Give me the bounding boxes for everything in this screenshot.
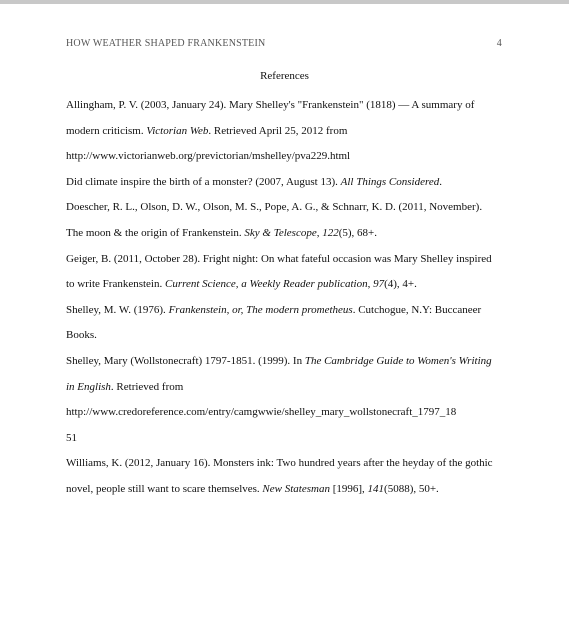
reference-line (66, 93, 506, 119)
reference-source-title: Victorian Web (146, 124, 209, 137)
reference-text: , (367, 278, 374, 291)
reference-volume: 97 (373, 278, 385, 291)
reference-text: The moon & the origin of Frankenstein. (66, 226, 245, 239)
reference-text: to write Frankenstein. (66, 278, 165, 291)
reference-line (66, 170, 506, 196)
references-title: References (260, 70, 309, 82)
reference-line (66, 323, 506, 349)
reference-line (66, 272, 506, 298)
reference-text: Shelley, Mary (Wollstonecraft) 1797-1851. (1999). In (66, 354, 305, 367)
reference-text: , (316, 226, 323, 239)
reference-line (66, 375, 506, 401)
reference-text: Books. (66, 329, 97, 342)
reference-line (66, 477, 506, 503)
reference-line (66, 247, 506, 273)
reference-entry (66, 349, 506, 451)
reference-entry (66, 195, 506, 246)
reference-text: Williams, K. (2012, January 16). Monsters ink: Two hundred years after the heyday of the gothic (66, 457, 493, 470)
reference-line (66, 221, 506, 247)
reference-text: Allingham, P. V. (2003, January 24). Mary Shelley's "Frankenstein" (1818) — A summary of (66, 99, 475, 111)
reference-text: . Cutchogue, N.Y: Buccaneer (352, 303, 482, 316)
reference-source-title: The Cambridge Guide to Women's Writing (304, 354, 492, 367)
reference-text: [1996], (329, 482, 368, 495)
reference-text: (4), 4+. (384, 278, 417, 291)
reference-line (66, 119, 506, 145)
reference-text: novel, people still want to scare themselves. (66, 482, 263, 495)
page-number: 4 (496, 38, 502, 49)
reference-line (66, 451, 506, 477)
reference-entry (66, 451, 506, 502)
reference-url: http://www.victorianweb.org/previctorian/mshelley/pva229.html (66, 150, 351, 163)
reference-text: Doescher, R. L., Olson, D. W., Olson, M. S., Pope, A. G., & Schnarr, K. D. (2011, November). (66, 201, 483, 214)
reference-text: . Retrieved from (110, 380, 184, 393)
reference-source-title: Sky & Telescope (244, 226, 317, 239)
reference-url: 51 (66, 431, 77, 444)
running-head: HOW WEATHER SHAPED FRANKENSTEIN (66, 38, 266, 49)
reference-url: http://www.credoreference.com/entry/camgwwie/shelley_mary_wollstonecraft_1797_18 (66, 406, 457, 419)
reference-line (66, 349, 506, 375)
references-list (66, 93, 506, 503)
reference-volume: 141 (367, 482, 385, 495)
reference-entry (66, 247, 506, 298)
reference-source-title: Frankenstein, or, The modern prometheus (168, 303, 353, 316)
document-page (0, 4, 569, 625)
reference-text: Shelley, M. W. (1976). (66, 303, 169, 316)
reference-source-title: Current Science, a Weekly Reader publication (164, 278, 368, 291)
reference-text: Did climate inspire the birth of a monster? (2007, August 13). (66, 175, 341, 188)
reference-text: (5), 68+. (338, 226, 377, 239)
reference-source-title: New Statesman (262, 482, 330, 495)
reference-text: . (439, 175, 442, 188)
reference-volume: 122 (322, 226, 339, 239)
reference-source-title: in English (66, 380, 111, 393)
reference-line (66, 195, 506, 221)
reference-source-title: All Things Considered (340, 175, 440, 188)
reference-text: (5088), 50+. (384, 482, 439, 495)
reference-entry (66, 298, 506, 349)
reference-text: . Retrieved April 25, 2012 from (208, 124, 348, 137)
reference-text: Geiger, B. (2011, October 28). Fright night: On what fateful occasion was Mary Shelley inspired (66, 252, 492, 265)
reference-text: modern criticism. (66, 124, 147, 137)
reference-entry (66, 170, 506, 196)
reference-line (66, 298, 506, 324)
reference-entry (66, 93, 506, 170)
